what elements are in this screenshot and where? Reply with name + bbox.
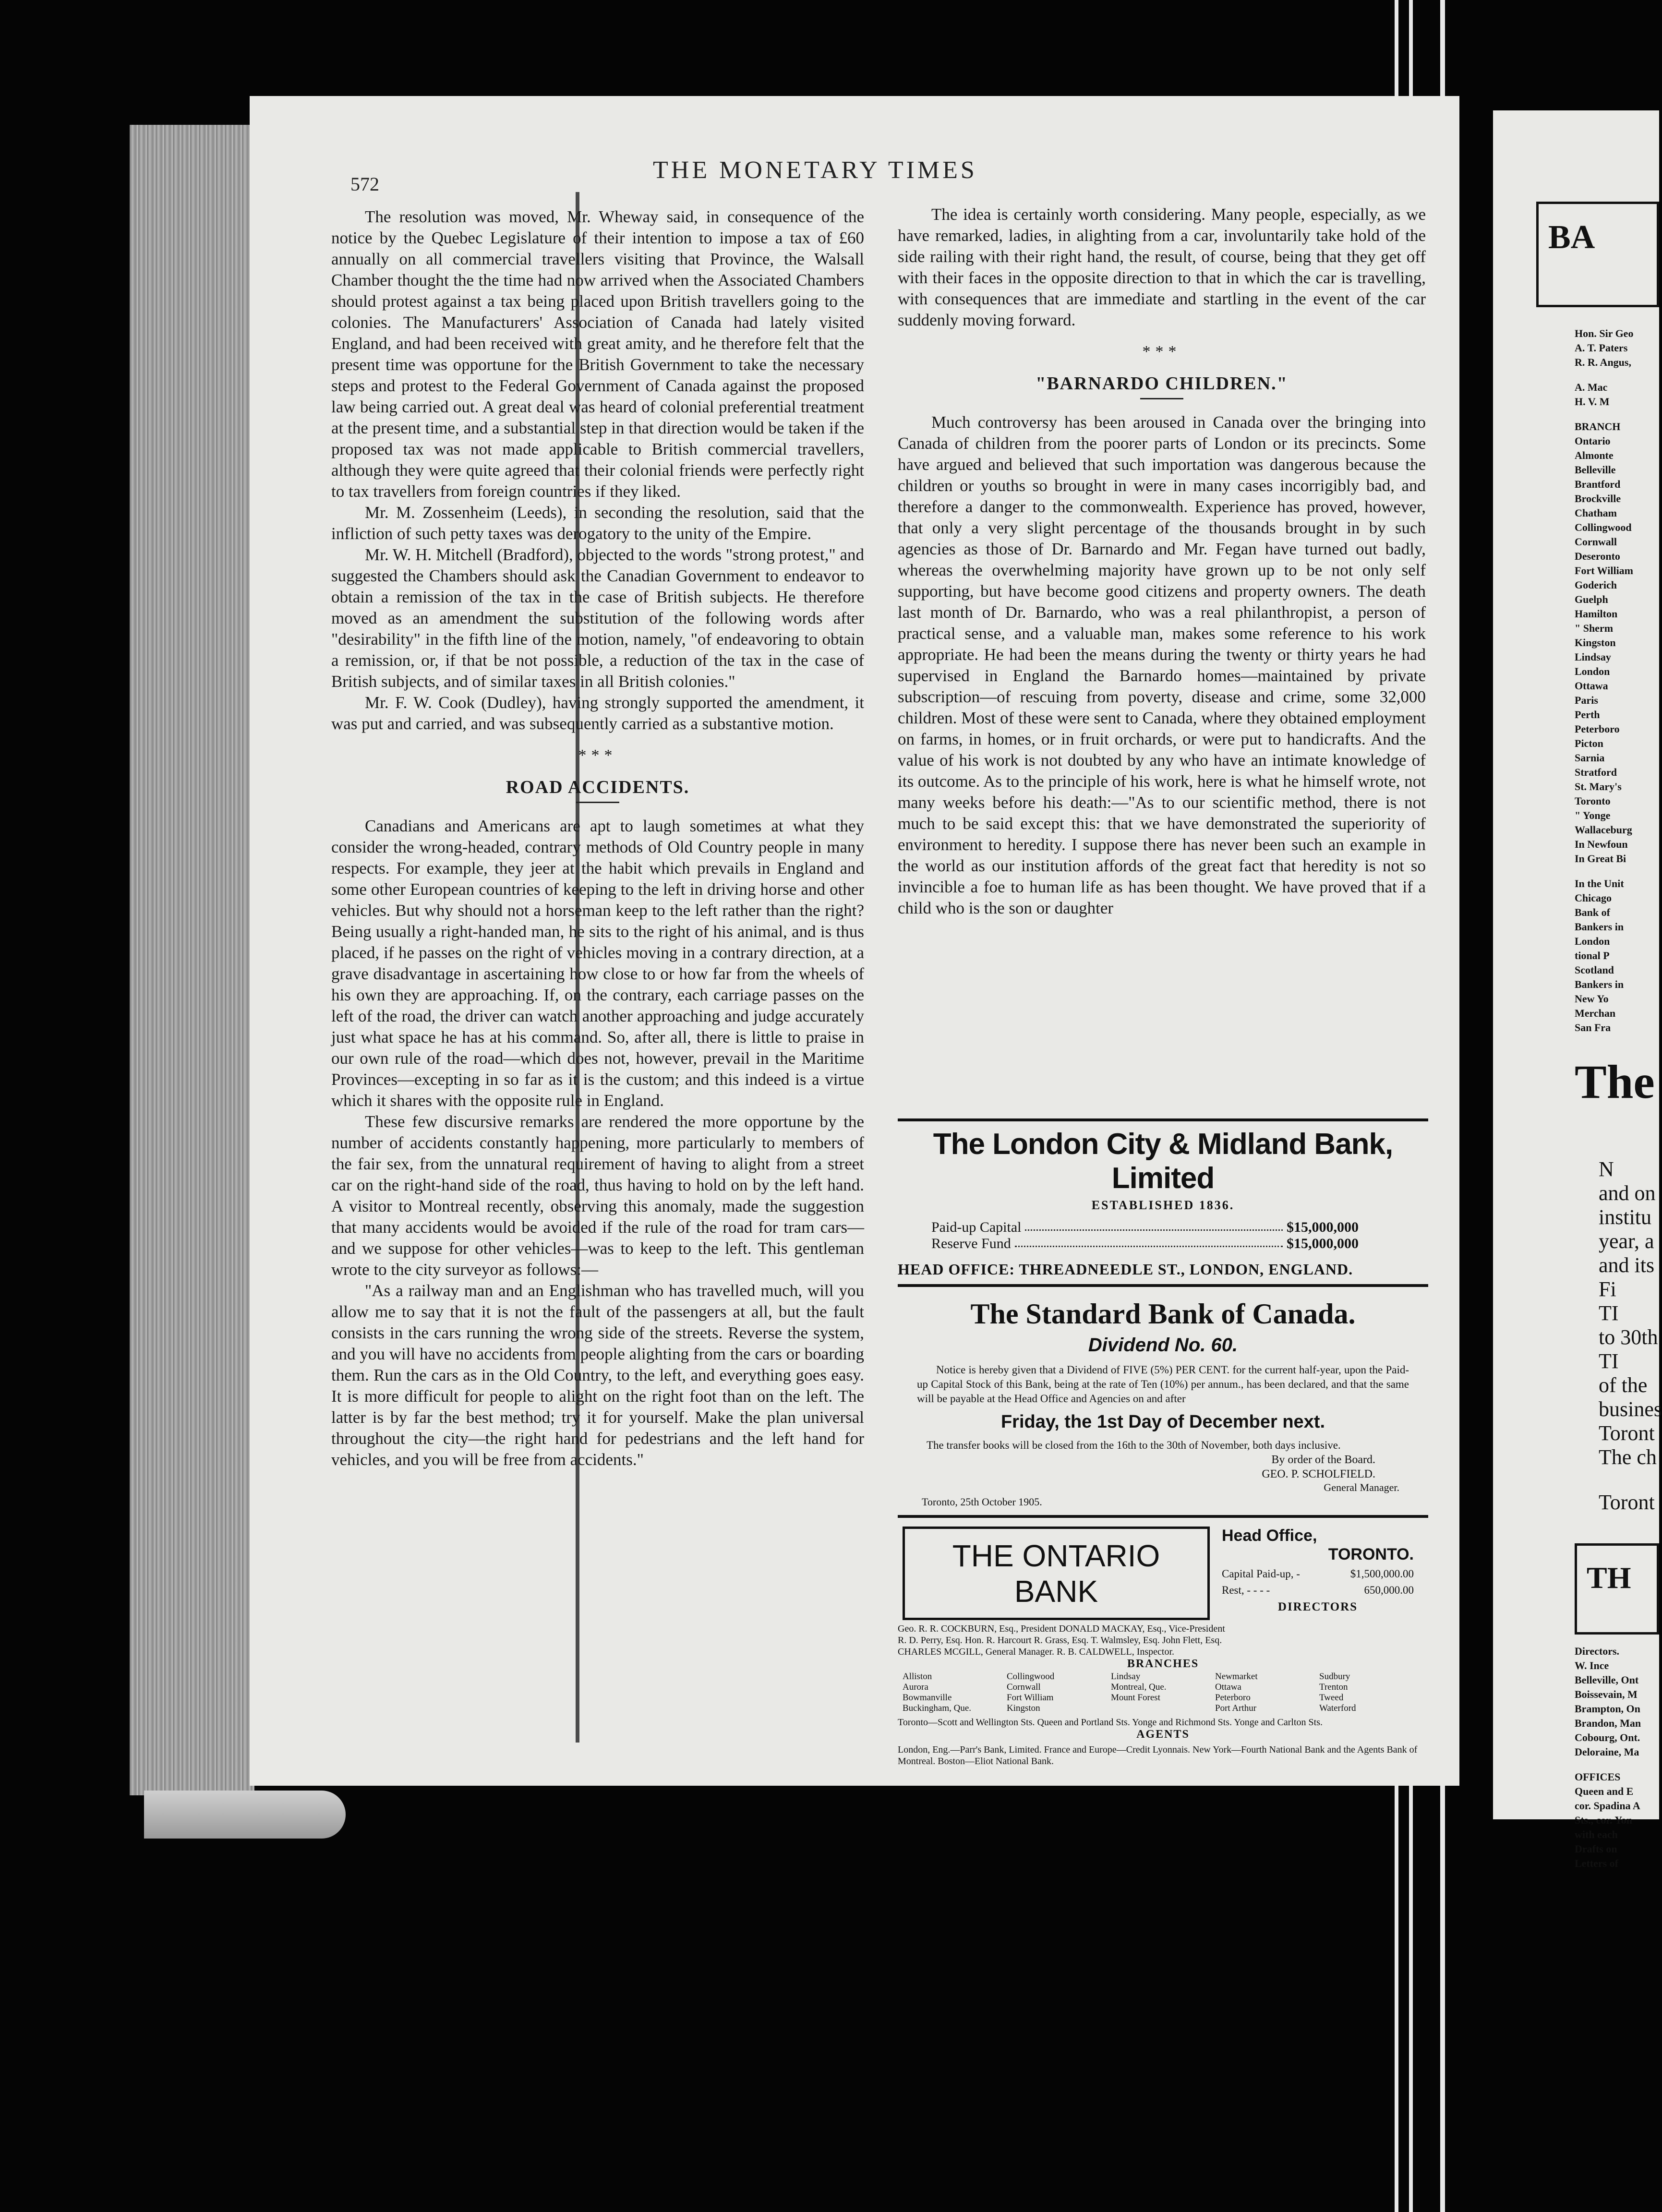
branch-name [1111,1703,1215,1714]
toronto-branches: Toronto—Scott and Wellington Sts. Queen and Portland Sts. Yonge and Richmond Sts. Yonge and Carlton Sts. [898,1717,1323,1728]
opposite-line: Deloraine, Ma [1575,1746,1639,1758]
opposite-line: OFFICES [1575,1771,1621,1783]
opposite-box [1575,1543,1659,1635]
heading-rule [1140,398,1183,399]
paragraph: Canadians and Americans are apt to laugh sometimes at what they consider the wrong-headed, contrary methods of Old Country people in many respects. For example, they jeer at the habit which prevails in England and some other European countries of keeping to the left in driving horse and other vehicles. But why should not a horseman keep to the left rather than the right? Being usually a right-handed man, he sits to the right of his animal, and is thus placed, if he passes on the right of vehicles moving in a contrary direction, at a grave disadvantage in ascertaining how close to or how far from the wheels of his own they are approaching. If, on the contrary, each carriage passes on the left of the road, the driver can watch another approaching and judge accurately just what space he has at his command. So, after all, there is little to praise in our own rule of the road—which does not, however, prevail in the Maritime Provinces—excepting in so far as it is the custom; and this indeed is a virtue which it shares with the opposite rule in England. [331,817,864,1110]
opposite-line: Scotland [1575,964,1614,976]
opposite-line: Wallaceburg [1575,824,1632,836]
opposite-line [1575,409,1659,420]
opposite-line: TI [1599,1301,1619,1325]
ad-transfer-note: The transfer books will be closed from the 16th to the 30th of November, both days inclusive. [927,1439,1341,1451]
opposite-line: Hon. Sir Geo [1575,327,1634,339]
capital-value: $1,500,000.00 [1350,1568,1414,1580]
paragraph: "As a railway man and an Englishman who has travelled much, will you allow me to say that it is not the fault of the passengers at all, but the fault consists in the cars running the wrong side of the streets. Reverse the system, and you will have no accidents from people alighting from the cars or boarding them. Run the cars as in the Old Country, to the left, and everything goes easy. It is more difficult for people to alight on the right foot than on the left. The latter is by far the best method; try it for yourself. Make the plan universal throughout the city—the right hand for pedestrians and the left hand for vehicles, and you will be free from accidents." [331,1281,864,1469]
left-column [331,206,864,1470]
ontario-rest-row [1222,1584,1414,1597]
ad-row [931,1219,1359,1236]
opposite-line: and on [1599,1181,1656,1205]
ontario-head-office: Head Office, [1222,1527,1317,1545]
branch-name: Trenton [1319,1682,1348,1692]
branch-name: Buckingham, Que. [903,1703,972,1713]
opposite-heading: The [1575,1055,1655,1108]
heading-rule [576,802,619,803]
ad-notice: Notice is hereby given that a Dividend of FIVE (5%) PER CENT. for the current half-year, upon the Paid-up Capital Stock of this Bank, being at the rate of Ten (10%) per annum., has been declared, and that the same will be payable at the Head Office and Agencies on and after [917,1364,1409,1405]
ad-date: Toronto, 25th October 1905. [922,1496,1042,1508]
branch-name: Newmarket [1215,1671,1258,1682]
opposite-line: A. Mac [1575,381,1608,393]
opposite-line: of the [1599,1373,1648,1397]
ad-row [931,1236,1359,1252]
rest-label: Rest, - - - - [1222,1584,1270,1596]
section-separator: *** [1142,343,1181,361]
opposite-line: Chicago [1575,892,1612,904]
opposite-line: A. T. Paters [1575,342,1628,354]
opposite-line: Paris [1575,694,1598,706]
opposite-line: Hamilton [1575,608,1618,620]
branch-name: Port Arthur [1215,1703,1257,1713]
opposite-page [1493,110,1662,1869]
ontario-bank-logo-box [903,1527,1210,1620]
ad-rule [898,1118,1428,1121]
opposite-line: Brandon, Man [1575,1717,1641,1729]
opposite-line: The ch [1599,1445,1657,1469]
opposite-line: Brampton, On [1575,1703,1640,1715]
page-number: 572 [350,173,379,195]
directors-line: Geo. R. R. COCKBURN, Esq., President DONALD MACKAY, Esq., Vice-President [898,1623,1225,1634]
book-page-edges [130,125,254,1795]
opposite-line: Kingston [1575,637,1616,649]
opposite-box [1536,202,1659,307]
opposite-line: to 30th [1599,1325,1658,1349]
paragraph: The idea is certainly worth considering. Many people, especially, as we have remarked, ladies, in alighting from a car, involuntarily take hold of the side railing with their right hand, the result, of course, being that they get off with their faces in the opposite direction to that in which the car is travelling, with consequences that are immediate and startling in the event of the car suddenly moving forward. [898,205,1426,329]
opposite-line: year, a [1599,1229,1654,1253]
paragraph: Mr. F. W. Cook (Dudley), having strongly supported the amendment, it was put and carried, and was subsequently carried as a substantive motion. [331,693,864,733]
advertisements [898,1118,1428,1767]
opposite-line: Guelph [1575,593,1608,605]
ontario-capital-row [1222,1568,1414,1580]
opposite-line: Collingwood [1575,521,1632,533]
opposite-line: Lindsay [1575,651,1611,663]
branch-name: Fort William [1007,1693,1054,1703]
section-heading: ROAD ACCIDENTS. [506,777,690,797]
branch-name: Kingston [1007,1703,1040,1713]
rest-value: 650,000.00 [1364,1584,1414,1596]
agents-title: AGENTS [1136,1728,1190,1741]
ad-dividend: Dividend No. 60. [1088,1334,1238,1356]
opposite-line: Fort William [1575,565,1634,577]
branch-name: Peterboro [1215,1693,1251,1703]
section-separator: *** [578,746,617,764]
opposite-line: Bankers in [1575,921,1624,933]
opposite-line: London [1575,935,1610,947]
opposite-line: In Newfoun [1575,838,1628,850]
opposite-line: Directors. [1575,1645,1620,1657]
opposite-line: Belleville [1575,464,1616,476]
ad-title: The London City & Midland Bank, Limited [933,1128,1393,1195]
ad-by-order: By order of the Board. [1271,1454,1375,1466]
ontario-city: TORONTO. [1328,1545,1414,1563]
opposite-line: Cornwall [1575,536,1617,548]
opposite-line: institu [1599,1205,1652,1229]
ad-head-office: HEAD OFFICE: THREADNEEDLE ST., LONDON, ENGLAND. [898,1261,1353,1278]
opposite-line: New Yo [1575,993,1609,1005]
paragraph: These few discursive remarks are rendered the more opportune by the number of accidents constantly happening, more particularly to members of the fair sex, from the unnatural requirement of having to alight from a street car on the right-hand side of the road, thus having to hold on by the left hand. A visitor to Montreal recently, observing this anomaly, made the suggestion that many accidents would be avoided if the rule of the road for tram cars—and we suppose for other vehicles—was to keep to the left. This gentleman wrote to the city surveyor as follows:— [331,1112,864,1279]
leader-dots [1015,1236,1283,1247]
ad-signer: GEO. P. SCHOLFIELD. [1262,1468,1375,1480]
ontario-name-line: BANK [1014,1574,1098,1609]
opposite-line: In Great Bi [1575,853,1626,865]
opposite-line: Picton [1575,737,1603,749]
ad-row-amount: $15,000,000 [1287,1236,1359,1251]
right-column [898,204,1426,919]
opposite-line: and its [1599,1253,1655,1277]
opposite-line: St. Mary's [1575,781,1622,793]
opposite-line: Belleville, Ont [1575,1674,1639,1686]
page-clip [144,1791,346,1839]
opposite-line: Sts., cor. Yon [1575,1814,1633,1826]
opposite-line: BRANCH [1575,421,1621,433]
opposite-line: tional P [1575,950,1610,962]
opposite-line: Chatham [1575,507,1617,519]
ontario-bank-info [1222,1527,1414,1614]
ad-payable-date: Friday, the 1st Day of December next. [1000,1412,1325,1432]
branch-name: Cornwall [1007,1682,1041,1692]
branch-name: Aurora [903,1682,928,1692]
opposite-line: Bank of [1575,906,1610,918]
branch-name: Waterford [1319,1703,1356,1713]
opposite-line: Goderich [1575,579,1617,591]
opposite-line: W. Ince [1575,1659,1609,1671]
opposite-line [1575,370,1659,380]
opposite-line: cor. Spadina A [1575,1800,1640,1812]
ontario-directors [898,1623,1428,1658]
opposite-line: Queen and E [1575,1785,1634,1797]
ad-signer-title: General Manager. [1324,1481,1399,1493]
opposite-line: Sarnia [1575,752,1605,764]
directors-line: CHARLES MCGILL, General Manager. R. B. CALDWELL, Inspector. [898,1647,1175,1657]
ad-standard-bank [898,1298,1428,1508]
opposite-box-text: BA [1548,219,1595,256]
ad-row-label: Reserve Fund [931,1236,1011,1251]
opposite-line [1575,1759,1659,1770]
ad-title: The Standard Bank of Canada. [970,1298,1356,1330]
opposite-line [1575,866,1659,877]
branch-name: Ottawa [1215,1682,1241,1692]
opposite-line: Stratford [1575,766,1617,778]
branch-name: Alliston [903,1671,932,1682]
opposite-line: London [1575,665,1610,677]
ad-rule [898,1515,1428,1518]
opposite-line: Toront [1599,1421,1655,1445]
opposite-line: busines [1599,1397,1662,1421]
opposite-line: Cobourg, Ont. [1575,1731,1640,1743]
opposite-line: H. V. M [1575,396,1610,408]
opposite-line [1599,1469,1659,1491]
ad-row-amount: $15,000,000 [1287,1219,1359,1235]
opposite-line: Brantford [1575,478,1621,490]
opposite-line: " Sherm [1575,622,1614,634]
opposite-line: N [1599,1157,1614,1181]
capital-label: Capital Paid-up, - [1222,1568,1300,1580]
opposite-line: Bankers in [1575,978,1624,990]
opposite-line: Perth [1575,709,1600,721]
paragraph: Much controversy has been aroused in Canada over the bringing into Canada of children from the poorer parts of London or its precincts. Some have argued and believed that such importation was dangerous because the children or youths so brought in were in many cases incorrigibly bad, and therefore a danger to the commonwealth. Experience has proved, however, that only a very slight percentage of the thousands brought in by such agencies as those of Dr. Barnardo and Mr. Fegan have turned out badly, whereas the overwhelming majority have grown up to be not only self supporting, but have become good citizens and property owners. The death last month of Dr. Barnardo, who was a real philanthropist, a person of practical sense, and a valuable man, makes some reference to his work appropriate. He had been the means during the twenty or thirty years he had supervised in England the Barnardo homes—maintained by private subscription—of rescuing from poverty, disease and crime, some 32,000 children. Most of these were sent to Canada, where they obtained employment on farms, in homes, or in fruit orchards, or were put to handicrafts. And the value of his work is not doubted by any who have an intimate knowledge of its outcome. As to the principle of his work, here is what he himself wrote, not many weeks before his death:—"As to our scientific method, there is not much to be said except this: that we have demonstrated the superiority of environment to heredity. I suppose there has never been such an example in the world as our institution affords of the great fact that heredity is not so invincible a foe to human life as has been thought. We have proved that if a child who is the son or daughter [898,413,1426,917]
ad-established: ESTABLISHED 1836. [1091,1198,1235,1212]
branches-list [903,1671,1423,1714]
running-head: THE MONETARY TIMES [653,156,977,184]
opposite-line: with each [1575,1828,1618,1840]
opposite-line: Toront [1599,1491,1655,1514]
branch-name: Mount Forest [1111,1693,1160,1703]
opposite-box-text: TH [1587,1561,1631,1595]
branch-name: Tweed [1319,1693,1344,1703]
section-heading: "BARNARDO CHILDREN." [1036,373,1288,394]
opposite-line: Drafts on [1575,1843,1617,1855]
branches-title: BRANCHES [1127,1658,1199,1670]
ad-ontario-bank [898,1527,1428,1767]
branch-name: Lindsay [1111,1671,1141,1682]
opposite-line: Deseronto [1575,550,1620,562]
ad-london-city-midland [898,1127,1428,1278]
branch-name: Bowmanville [903,1693,952,1703]
opposite-line: " Yonge [1575,809,1611,821]
paragraph: Mr. M. Zossenheim (Leeds), in seconding the resolution, said that the infliction of such petty taxes was derogatory to the unity of the Empire. [331,503,864,543]
branch-name: Montreal, Que. [1111,1682,1167,1692]
opposite-line: R. R. Angus, [1575,356,1631,368]
paragraph: Mr. W. H. Mitchell (Bradford), objected to the words "strong protest," and suggested the Chambers should ask the Canadian Government to endeavor to obtain a remission of the tax in the case of British subjects. He therefore moved as an amendment the substitution of the following words after "desirability" in the fifth line of the motion, namely, "of endeavoring to obtain a remission, or, if that be not possible, a reduction of the tax in the case of British subjects, and of similar taxes in all British colonies." [331,545,864,691]
directors-title: DIRECTORS [1277,1600,1358,1613]
opposite-line: Merchan [1575,1007,1616,1019]
ad-row-label: Paid-up Capital [931,1219,1022,1235]
leader-dots [1025,1219,1283,1231]
opposite-line: Toronto [1575,795,1611,807]
opposite-line: Fi [1599,1277,1616,1301]
branch-name: Sudbury [1319,1671,1350,1682]
opposite-line: Brockville [1575,493,1621,505]
opposite-text [1599,1157,1662,1515]
opposite-line: San Fra [1575,1022,1611,1034]
ontario-name-line: THE ONTARIO [952,1538,1160,1573]
opposite-line: Letters of [1575,1857,1619,1869]
opposite-line: In the Unit [1575,878,1624,890]
opposite-line: Ontario [1575,435,1611,447]
directors-line: R. D. Perry, Esq. Hon. R. Harcourt R. Grass, Esq. T. Walmsley, Esq. John Flett, Esq. [898,1635,1222,1646]
agents-text: London, Eng.—Parr's Bank, Limited. France and Europe—Credit Lyonnais. New York—Fourth National Bank and the Agents Bank of Montreal. Boston—Eliot National Bank. [898,1744,1418,1767]
opposite-line: Ottawa [1575,680,1608,692]
opposite-line: Boissevain, M [1575,1688,1638,1700]
opposite-line: Peterboro [1575,723,1620,735]
opposite-line: Almonte [1575,449,1614,461]
opposite-list [1575,1644,1659,1871]
ad-rule [898,1284,1428,1287]
opposite-list [1575,326,1659,1035]
opposite-line: TI [1599,1349,1619,1373]
paragraph: The resolution was moved, Mr. Wheway said, in consequence of the notice by the Quebec Legislature of their intention to impose a tax of £60 annually on all commercial travellers visiting that Province, the Walsall Chamber thought the the time had now arrived when the Associated Chambers should protest against a tax being placed upon British travellers going to the colonies. The Manufacturers' Association of Canada had lately visited England, and had been received with great amity, and he therefore felt that the present time was opportune for the British Government to take the necessary steps and protest to the Federal Government of Canada against the proposed law being carried out. A great deal was heard of colonial preferential treatment at the present time, and a substantial step in that direction would be taken if the proposed tax was not made applicable to British commercial travellers, although they were quite agreed that their colonial friends were perfectly right to tax travellers from foreign countries if they liked. [331,207,864,501]
branch-name: Collingwood [1007,1671,1055,1682]
